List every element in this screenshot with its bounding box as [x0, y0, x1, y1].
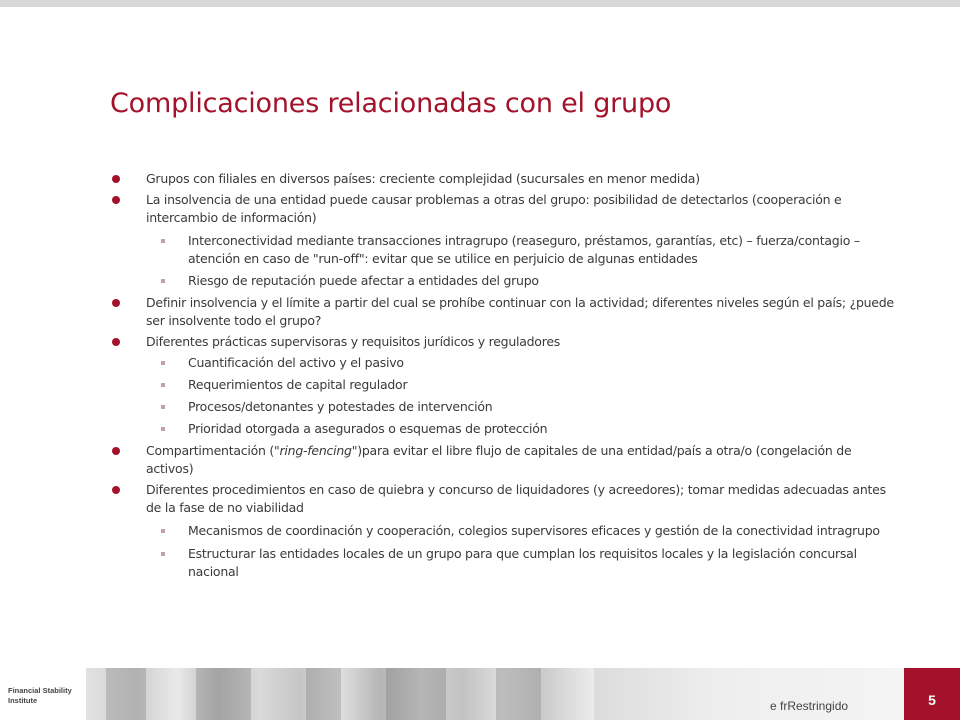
sub-bullet-item: Riesgo de reputación puede afectar a entidades del grupo — [110, 272, 900, 290]
square-bullet-icon — [161, 405, 165, 409]
sub-bullet-item: Requerimientos de capital regulador — [110, 376, 900, 394]
bullet-item: Grupos con filiales en diversos países: creciente complejidad (sucursales en menor medida) — [110, 170, 900, 188]
sub-bullet-item: Cuantificación del activo y el pasivo — [110, 354, 900, 372]
bullet-list — [110, 170, 900, 585]
slide-title: Complicaciones relacionadas con el grupo — [110, 88, 672, 119]
footer-band — [594, 668, 904, 720]
page-number: 5 — [928, 692, 936, 708]
sub-bullet-item: Procesos/detonantes y potestades de intervención — [110, 398, 900, 416]
square-bullet-icon — [161, 529, 165, 533]
bullet-item: Diferentes prácticas supervisoras y requisitos jurídicos y reguladores — [110, 333, 900, 351]
top-bar — [0, 0, 960, 7]
bullet-dot-icon — [112, 338, 120, 346]
bullet-dot-icon — [112, 447, 120, 455]
bullet-item: Compartimentación ("ring-fencing")para evitar el libre flujo de capitales de una entidad/país a otra/o (congelación de activos) — [110, 442, 900, 478]
square-bullet-icon — [161, 552, 165, 556]
square-bullet-icon — [161, 383, 165, 387]
sub-bullet-item: Estructurar las entidades locales de un grupo para que cumplan los requisitos locales y la legislación concursal nacional — [110, 545, 900, 581]
bullet-dot-icon — [112, 196, 120, 204]
square-bullet-icon — [161, 361, 165, 365]
bullet-dot-icon — [112, 299, 120, 307]
sub-bullet-item: Interconectividad mediante transacciones intragrupo (reaseguro, préstamos, garantías, etc) – fuerza/contagio – atención en caso de "run-off": evitar que se utilice en perjuicio de algunas entidades — [110, 232, 900, 268]
classification-label: e frRestringido — [770, 699, 849, 713]
bullet-dot-icon — [112, 486, 120, 494]
fsi-logo: Financial Stability Institute — [8, 686, 72, 705]
square-bullet-icon — [161, 427, 165, 431]
bullet-item: Definir insolvencia y el límite a partir del cual se prohíbe continuar con la actividad; diferentes niveles según el país; ¿puede ser insolvente todo el grupo? — [110, 294, 900, 330]
square-bullet-icon — [161, 239, 165, 243]
bullet-item: Diferentes procedimientos en caso de quiebra y concurso de liquidadores (y acreedores); tomar medidas adecuadas antes de la fase de no viabilidad — [110, 481, 900, 517]
square-bullet-icon — [161, 279, 165, 283]
bullet-dot-icon — [112, 175, 120, 183]
bullet-item: La insolvencia de una entidad puede causar problemas a otras del grupo: posibilidad de detectarlos (cooperación e intercambio de información) — [110, 191, 900, 227]
sub-bullet-item: Mecanismos de coordinación y cooperación, colegios supervisores eficaces y gestión de la conectividad intragrupo — [110, 522, 900, 540]
photo-strip-image — [86, 668, 594, 720]
sub-bullet-item: Prioridad otorgada a asegurados o esquemas de protección — [110, 420, 900, 438]
